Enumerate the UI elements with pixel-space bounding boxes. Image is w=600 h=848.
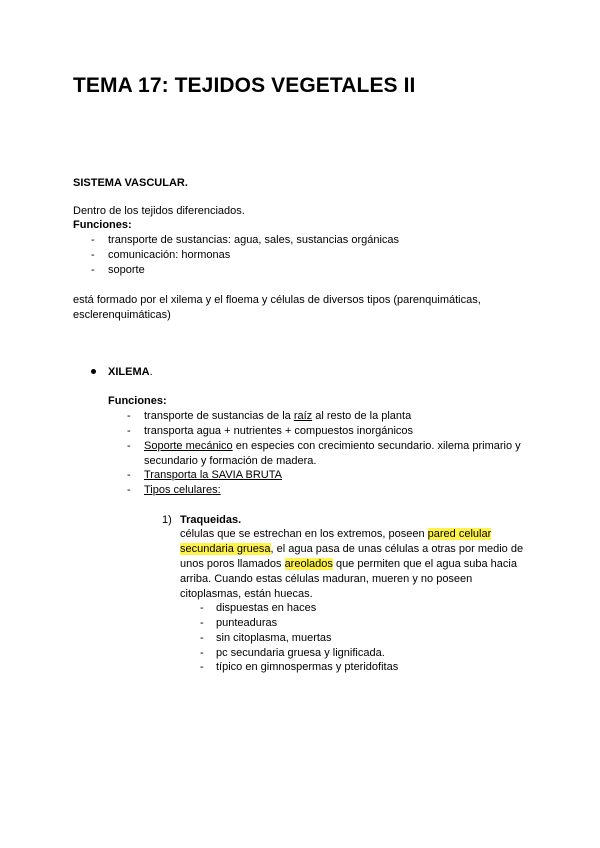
list-item-continuation: secundario y formación de madera. — [144, 455, 317, 467]
traqueidas-text-line: arriba. Cuando estas células maduran, mueren y no poseen — [180, 573, 473, 585]
section-heading: SISTEMA VASCULAR. — [73, 177, 188, 189]
list-dash: - — [127, 469, 131, 481]
list-item: comunicación: hormonas — [108, 249, 231, 261]
list-number: 1) — [162, 514, 172, 526]
list-dash: - — [91, 264, 95, 276]
list-dash: - — [200, 602, 204, 614]
list-dash: - — [91, 249, 95, 261]
traqueidas-text-line: citoplasmas, están huecas. — [180, 588, 313, 600]
list-item: transporta agua + nutrientes + compuestos inorgánicos — [144, 425, 414, 437]
page-title: TEMA 17: TEJIDOS VEGETALES II — [73, 74, 416, 97]
list-dash: - — [127, 425, 131, 437]
list-item: sin citoplasma, muertas — [216, 632, 332, 644]
list-item: Tipos celulares: — [144, 484, 221, 496]
intro-line: Dentro de los tejidos diferenciados. — [73, 205, 245, 217]
traqueidas-text-line: secundaria gruesa, el agua pasa de unas células a otras por medio de — [180, 543, 524, 555]
xilema-heading: XILEMA. — [108, 366, 153, 378]
list-dash: - — [200, 617, 204, 629]
list-item: pc secundaria gruesa y lignificada. — [216, 647, 385, 659]
composition-line: está formado por el xilema y el floema y células de diversos tipos (parenquimáticas, — [73, 294, 481, 306]
list-item: transporte de sustancias de la raíz al resto de la planta — [144, 410, 412, 422]
traqueidas-heading: Traqueidas. — [180, 514, 242, 526]
list-dash: - — [200, 661, 204, 673]
list-item: dispuestas en haces — [216, 602, 317, 614]
list-item: punteaduras — [216, 617, 278, 629]
traqueidas-text-line: células que se estrechan en los extremos, poseen pared celular — [180, 528, 492, 540]
list-item: soporte — [108, 264, 145, 276]
list-item: Transporta la SAVIA BRUTA — [144, 469, 282, 481]
list-dash: - — [127, 410, 131, 422]
list-item: transporte de sustancias: agua, sales, sustancias orgánicas — [108, 234, 400, 246]
bullet-icon — [91, 369, 96, 374]
functions-label: Funciones: — [73, 219, 132, 231]
list-dash: - — [200, 632, 204, 644]
list-dash: - — [200, 647, 204, 659]
list-dash: - — [127, 440, 131, 452]
list-dash: - — [127, 484, 131, 496]
composition-line: esclerenquimáticas) — [73, 309, 171, 321]
list-dash: - — [91, 234, 95, 246]
xilema-functions-label: Funciones: — [108, 395, 167, 407]
traqueidas-text-line: unos poros llamados areolados que permiten que el agua suba hacia — [180, 558, 517, 570]
list-item: Soporte mecánico en especies con crecimiento secundario. xilema primario y — [144, 440, 521, 452]
list-item: típico en gimnospermas y pteridofitas — [216, 661, 399, 673]
